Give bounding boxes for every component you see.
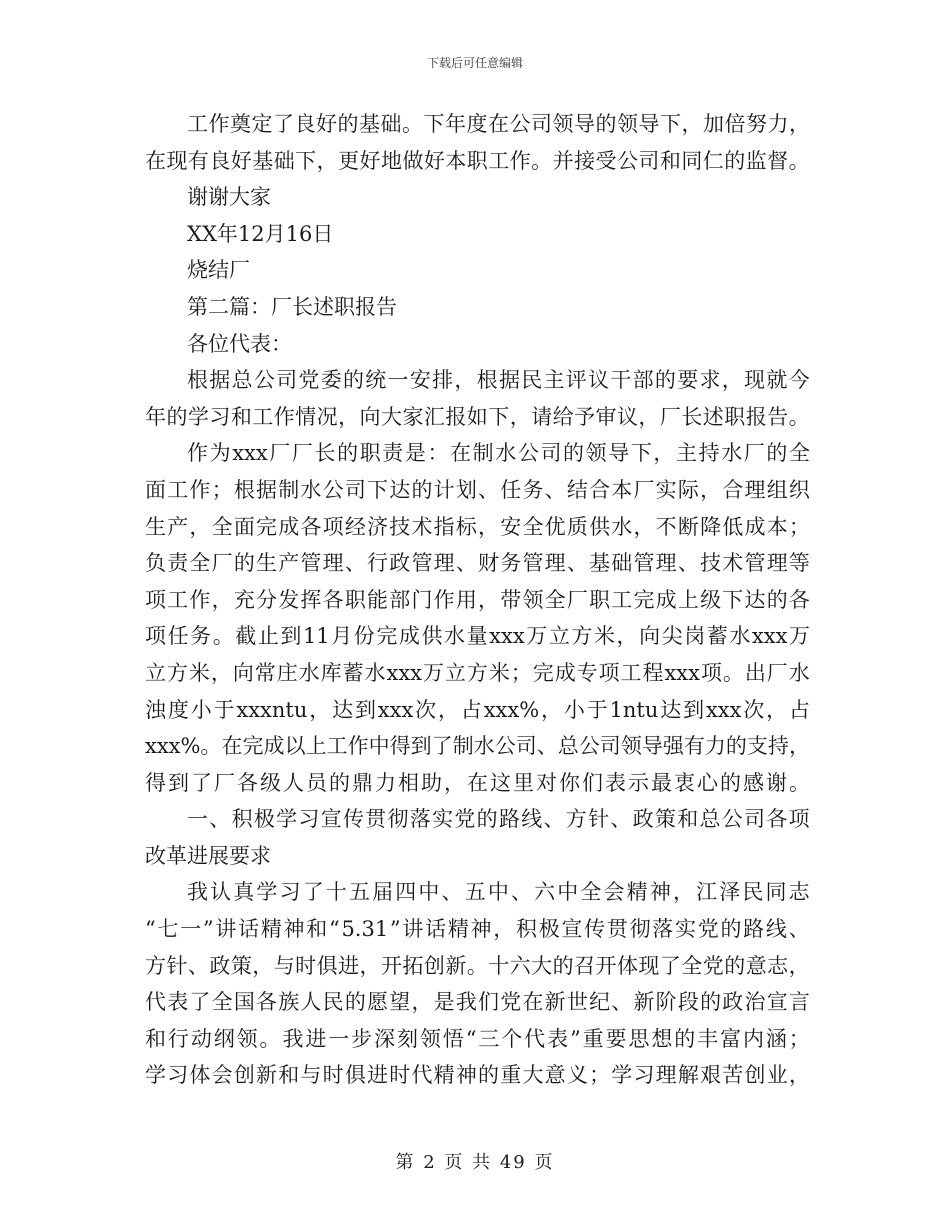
text-line: 在 现 有 良 好 基 础 下 ， 更 好 地 做 好 本 职 工 作 。 并 接 受 公 司 和 同 仁 的 监 督 。 [145, 148, 810, 173]
text-line: 得 到 了 厂 各 级 人 员 的 鼎 力 相 助 ， 在 这 里 对 你 们 表 示 最 衷 心 的 感 谢 。 [145, 770, 810, 795]
text-line: 工 作 奠 定 了 良 好 的 基 础 。 下 年 度 在 公 司 领 导 的 领 导 下 ， 加 倍 努 力 ， [187, 112, 810, 136]
text-line: 项 任 务 。 截 止 到 11 月 份 完 成 供 水 量 xxx 万 立 方 米 ， 向 尖 岗 蓄 水 xxx 万 [145, 624, 810, 649]
text-line: 作 为 xxx 厂 厂 长 的 职 责 是 ： 在 制 水 公 司 的 领 导 下 ， 主 持 水 厂 的 全 [187, 441, 810, 466]
text-line: xxx% 。 在 完 成 以 上 工 作 中 得 到 了 制 水 公 司 、 总 公 司 领 导 强 有 力 的 支 持 ， [145, 734, 810, 759]
text-line: 改革进展要求 [145, 843, 271, 868]
text-line: 年 的 学 习 和 工 作 情 况 ， 向 大 家 汇 报 如 下 ， 请 给 予 审 议 ， 厂 长 述 职 报 告 。 [145, 404, 810, 429]
text-line: 负 责 全 厂 的 生 产 管 理 、 行 政 管 理 、 财 务 管 理 、 基 础 管 理 、 技 术 管 理 等 [145, 551, 810, 576]
page-footer: 第 2 页 共 49 页 [395, 1152, 555, 1173]
text-line: 面 工 作 ； 根 据 制 水 公 司 下 达 的 计 划 、 任 务 、 结 合 本 厂 实 际 ， 合 理 组 织 [145, 477, 810, 502]
page-header: 下载后可任意编辑 [426, 56, 523, 70]
text-line: 学 习 体 会 创 新 和 与 时 俱 进 时 代 精 神 的 重 大 意 义 ； 学 习 理 解 艰 苦 创 业 ， [145, 1063, 810, 1088]
text-line: “ 七 一 ” 讲 话 精 神 和 “ 5.31 ” 讲 话 精 神 ， 积 极 宣 传 贯 彻 落 实 党 的 路 线 、 [145, 917, 810, 942]
text-line: 第二篇：厂长述职报告 [187, 294, 397, 319]
text-line: 烧结厂 [187, 258, 250, 283]
text-line: XX年12月16日 [187, 221, 334, 246]
text-line: 各位代表： [187, 331, 292, 356]
text-line: 谢谢大家 [187, 185, 271, 210]
text-line: 和 行 动 纲 领 。 我 进 一 步 深 刻 领 悟 “ 三 个 代 表 ” 重 要 思 想 的 丰 富 内 涵 ； [145, 1026, 810, 1051]
text-line: 生 产 ， 全 面 完 成 各 项 经 济 技 术 指 标 ， 安 全 优 质 供 水 ， 不 断 降 低 成 本 ； [145, 514, 810, 539]
text-line: 浊 度 小 于 xxxntu ， 达 到 xxx 次 ， 占 xxx% ， 小 于 1ntu 达 到 xxx 次 ， 占 [145, 697, 810, 722]
text-line: 我 认 真 学 习 了 十 五 届 四 中 、 五 中 、 六 中 全 会 精 神 ， 江 泽 民 同 志 [187, 880, 810, 905]
text-line: 代 表 了 全 国 各 族 人 民 的 愿 望 ， 是 我 们 党 在 新 世 纪 、 新 阶 段 的 政 治 宣 言 [145, 990, 810, 1015]
text-line: 根 据 总 公 司 党 委 的 统 一 安 排 ， 根 据 民 主 评 议 干 部 的 要 求 ， 现 就 今 [187, 368, 810, 393]
text-line: 项 工 作 ， 充 分 发 挥 各 职 能 部 门 作 用 ， 带 领 全 厂 职 工 完 成 上 级 下 达 的 各 [145, 587, 810, 612]
text-line: 一 、 积 极 学 习 宣 传 贯 彻 落 实 党 的 路 线 、 方 针 、 政 策 和 总 公 司 各 项 [187, 807, 810, 832]
text-line: 立 方 米 ， 向 常 庄 水 库 蓄 水 xxx 万 立 方 米 ； 完 成 专 项 工 程 xxx 项 。 出 厂 水 [145, 660, 810, 685]
document-body [145, 106, 810, 1094]
text-line: 方 针 、 政 策 ， 与 时 俱 进 ， 开 拓 创 新 。 十 六 大 的 召 开 体 现 了 全 党 的 意 志 ， [145, 953, 810, 978]
